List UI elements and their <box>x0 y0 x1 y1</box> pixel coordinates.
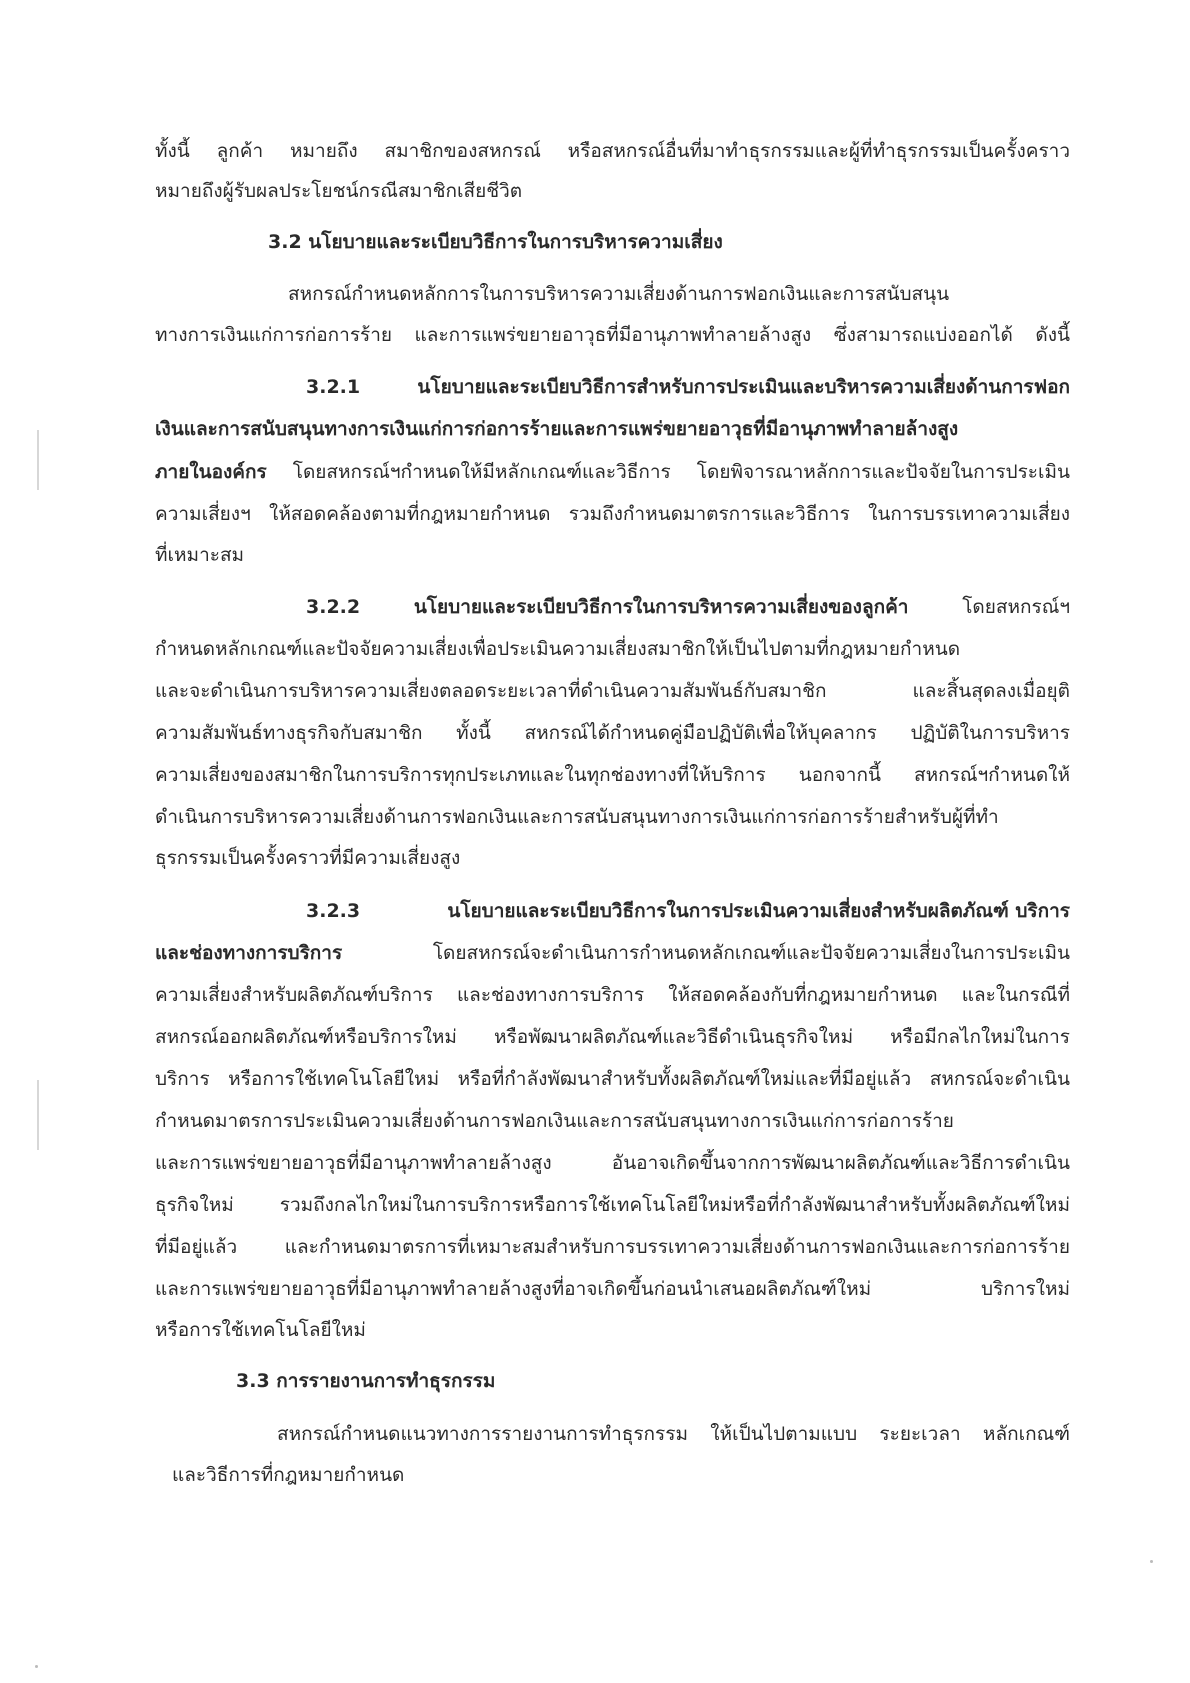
body-line: ความสัมพันธ์ทางธุรกิจกับสมาชิก ทั้งนี้ สหกรณ์ได้กำหนดคู่มือปฏิบัติเพื่อให้บุคลากร ปฏิบัติในการบริหาร <box>155 722 1070 744</box>
section-heading-3-3: 3.3 การรายงานการทำธุรกรรม <box>236 1370 496 1392</box>
body-line <box>155 457 1070 487</box>
body-line: สหกรณ์ออกผลิตภัณฑ์หรือบริการใหม่ หรือพัฒนาผลิตภัณฑ์และวิธีดำเนินธุรกิจใหม่ หรือมีกลไกใหม่ในการ <box>155 1026 1070 1048</box>
inline-text: โดยสหกรณ์จะดำเนินการกำหนดหลักเกณฑ์และปัจจัยความเสี่ยงในการประเมิน <box>342 942 1070 964</box>
subsection-heading-3-2-3 <box>306 896 1070 926</box>
section-number: 3.2.2 <box>306 596 361 618</box>
inline-bold-text: และช่องทางการบริการ <box>155 942 343 964</box>
subsection-heading-3-2-1: 3.2.1 นโยบายและระเบียบวิธีการสำหรับการประเมินและบริหารความเสี่ยงด้านการฟอก <box>306 376 1070 398</box>
body-line: และการแพร่ขยายอาวุธที่มีอานุภาพทำลายล้างสูง อันอาจเกิดขึ้นจากการพัฒนาผลิตภัณฑ์และวิธีการดำเนิน <box>155 1152 1070 1174</box>
body-line: และการแพร่ขยายอาวุธที่มีอานุภาพทำลายล้างสูงที่อาจเกิดขึ้นก่อนนำเสนอผลิตภัณฑ์ใหม่ บริการใหม่ <box>155 1278 1070 1300</box>
body-line: กำหนดมาตรการประเมินความเสี่ยงด้านการฟอกเงินและการสนับสนุนทางการเงินแก่การก่อการร้าย <box>155 1110 954 1132</box>
body-line: ธุรกรรมเป็นครั้งคราวที่มีความเสี่ยงสูง <box>155 847 461 869</box>
body-line: ดำเนินการบริหารความเสี่ยงด้านการฟอกเงินและการสนับสนุนทางการเงินแก่การก่อการร้ายสำหรับผู้ที่ทำ <box>155 806 999 828</box>
inline-text: โดยสหกรณ์ฯ <box>962 596 1070 618</box>
scan-speck <box>1150 1560 1153 1563</box>
inline-bold-text: ภายในองค์กร <box>155 461 267 483</box>
subsection-heading-3-2-2 <box>306 592 1070 622</box>
inline-bold-text: นโยบายและระเบียบวิธีการในการประเมินความเสี่ยงสำหรับผลิตภัณฑ์ บริการ <box>447 900 1070 922</box>
body-line: ความเสี่ยงของสมาชิกในการบริการทุกประเภทและในทุกช่องทางที่ให้บริการ นอกจากนี้ สหกรณ์ฯกำหนดให้ <box>155 764 1070 786</box>
body-line: ทั้งนี้ ลูกค้า หมายถึง สมาชิกของสหกรณ์ หรือสหกรณ์อื่นที่มาทำธุรกรรมและผู้ที่ทำธุรกรรมเป็นครั้งคราว <box>155 140 1070 162</box>
body-line: และวิธีการที่กฎหมายกำหนด <box>172 1464 405 1486</box>
scan-margin-mark <box>37 430 39 490</box>
body-line: และจะดำเนินการบริหารความเสี่ยงตลอดระยะเวลาที่ดำเนินความสัมพันธ์กับสมาชิก และสิ้นสุดลงเมื่อยุติ <box>155 680 1070 702</box>
body-line: ความเสี่ยงสำหรับผลิตภัณฑ์บริการ และช่องทางการบริการ ให้สอดคล้องกับที่กฎหมายกำหนด และในกรณีที่ <box>155 984 1070 1006</box>
body-line: ทางการเงินแก่การก่อการร้าย และการแพร่ขยายอาวุธที่มีอานุภาพทำลายล้างสูง ซึ่งสามารถแบ่งออกได้ ดังนี้ <box>155 324 1070 346</box>
subsection-heading-line: เงินและการสนับสนุนทางการเงินแก่การก่อการร้ายและการแพร่ขยายอาวุธที่มีอานุภาพทำลายล้างสูง <box>155 418 959 440</box>
body-line: สหกรณ์กำหนดแนวทางการรายงานการทำธุรกรรม ให้เป็นไปตามแบบ ระยะเวลา หลักเกณฑ์ <box>277 1423 1070 1445</box>
body-line <box>155 938 1070 968</box>
scan-margin-mark <box>37 1080 39 1150</box>
section-number: 3.2.3 <box>306 900 361 922</box>
body-line: ความเสี่ยงฯ ให้สอดคล้องตามที่กฎหมายกำหนด รวมถึงกำหนดมาตรการและวิธีการ ในการบรรเทาความเสี่ยง <box>155 503 1070 525</box>
body-line: ที่เหมาะสม <box>155 544 245 566</box>
body-line: กำหนดหลักเกณฑ์และปัจจัยความเสี่ยงเพื่อประเมินความเสี่ยงสมาชิกให้เป็นไปตามที่กฎหมายกำหนด <box>155 638 961 660</box>
body-line: หรือการใช้เทคโนโลยีใหม่ <box>155 1319 366 1341</box>
body-line: ธุรกิจใหม่ รวมถึงกลไกใหม่ในการบริการหรือการใช้เทคโนโลยีใหม่หรือที่กำลังพัฒนาสำหรับทั้งผลิตภัณฑ์ใหม่ <box>155 1194 1070 1216</box>
scan-speck <box>35 1665 38 1668</box>
body-line: หมายถึงผู้รับผลประโยชน์กรณีสมาชิกเสียชีวิต <box>155 180 523 202</box>
section-heading-3-2: 3.2 นโยบายและระเบียบวิธีการในการบริหารความเสี่ยง <box>268 231 723 253</box>
body-line: บริการ หรือการใช้เทคโนโลยีใหม่ หรือที่กำลังพัฒนาสำหรับทั้งผลิตภัณฑ์ใหม่และที่มีอยู่แล้ว สหกรณ์จะดำเนิน <box>155 1068 1070 1090</box>
body-line: สหกรณ์กำหนดหลักการในการบริหารความเสี่ยงด้านการฟอกเงินและการสนับสนุน <box>288 283 950 305</box>
body-line: ที่มีอยู่แล้ว และกำหนดมาตรการที่เหมาะสมสำหรับการบรรเทาความเสี่ยงด้านการฟอกเงินและการก่อการร้าย <box>155 1236 1070 1258</box>
inline-text: โดยสหกรณ์ฯกำหนดให้มีหลักเกณฑ์และวิธีการ โดยพิจารณาหลักการและปัจจัยในการประเมิน <box>266 461 1070 483</box>
inline-bold-text: นโยบายและระเบียบวิธีการในการบริหารความเสี่ยงของลูกค้า <box>413 596 909 618</box>
